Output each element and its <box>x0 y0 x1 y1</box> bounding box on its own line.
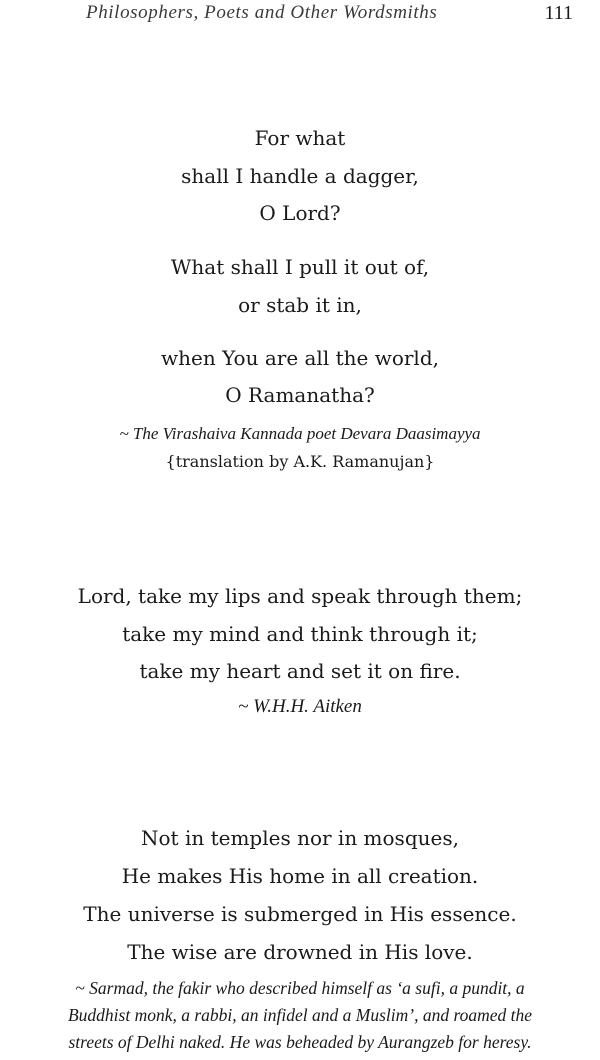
poem-line: take my heart and set it on fire. <box>139 659 461 683</box>
poem-line: shall I handle a dagger, <box>181 164 419 188</box>
poem-line: Not in temples nor in mosques, <box>141 826 459 850</box>
poem-line: He makes His home in all creation. <box>121 864 479 888</box>
poem-line: What shall I pull it out of, <box>170 255 430 279</box>
attribution-line: streets of Delhi naked. He was beheaded by Aurangzeb for heresy. <box>68 1032 532 1052</box>
translation-credit: {translation by A.K. Ramanujan} <box>165 452 435 471</box>
attribution-line: ~ W.H.H. Aitken <box>238 696 362 717</box>
poem-line: take my mind and think through it; <box>122 622 478 646</box>
poem-line: O Ramanatha? <box>225 383 375 407</box>
poem-line: The universe is submerged in His essence. <box>83 902 517 926</box>
attribution-line: ~ Sarmad, the fakir who described himself as ‘a sufi, a pundit, a <box>75 978 525 998</box>
poem-line: or stab it in, <box>238 293 362 317</box>
page-number: 111 <box>544 2 573 24</box>
attribution-line: Buddhist monk, a rabbi, an infidel and a Muslim’, and roamed the <box>67 1005 533 1025</box>
poem-line: O Lord? <box>259 201 341 225</box>
poem-line: when You are all the world, <box>161 346 439 370</box>
poem-line: For what <box>254 126 346 150</box>
attribution-line: ~ The Virashaiva Kannada poet Devara Daasimayya <box>119 424 481 443</box>
poem-line: The wise are drowned in His love. <box>127 940 473 964</box>
poem-line: Lord, take my lips and speak through them; <box>77 584 523 608</box>
running-head: Philosophers, Poets and Other Wordsmiths <box>86 2 438 23</box>
